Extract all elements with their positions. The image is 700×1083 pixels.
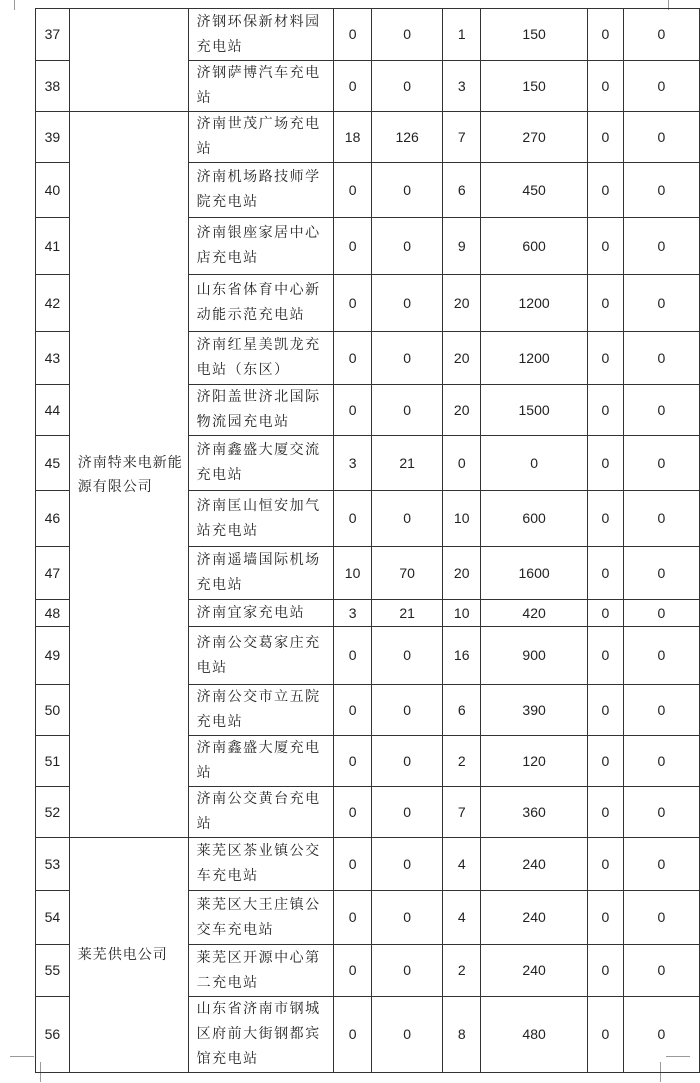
- row-number-cell: 41: [36, 218, 70, 275]
- value-cell-c4: 240: [481, 891, 588, 945]
- station-name-cell: 济南匡山恒安加气站充电站: [188, 491, 334, 547]
- value-cell-c6: 0: [623, 547, 699, 600]
- value-cell-c2: 0: [371, 491, 442, 547]
- value-cell-c3: 16: [443, 627, 481, 685]
- value-cell-c5: 0: [588, 61, 624, 112]
- value-cell-c5: 0: [588, 9, 624, 61]
- value-cell-c6: 0: [623, 436, 699, 491]
- station-name-cell: 山东省济南市钢城区府前大街钢都宾馆充电站: [188, 997, 334, 1073]
- value-cell-c2: 0: [371, 385, 442, 436]
- value-cell-c4: 240: [481, 945, 588, 997]
- value-cell-c3: 0: [443, 436, 481, 491]
- value-cell-c4: 420: [481, 600, 588, 627]
- station-name-cell: 济钢环保新材料园充电站: [188, 9, 334, 61]
- value-cell-c4: 150: [481, 61, 588, 112]
- value-cell-c1: 0: [334, 838, 372, 891]
- value-cell-c2: 0: [371, 838, 442, 891]
- row-number-cell: 53: [36, 838, 70, 891]
- station-name-cell: 莱芜区大王庄镇公交车充电站: [188, 891, 334, 945]
- value-cell-c6: 0: [623, 787, 699, 838]
- value-cell-c2: 0: [371, 61, 442, 112]
- value-cell-c5: 0: [588, 891, 624, 945]
- table-body: [36, 9, 700, 1073]
- value-cell-c3: 7: [443, 787, 481, 838]
- station-name-cell: 济南宜家充电站: [188, 600, 334, 627]
- value-cell-c3: 20: [443, 547, 481, 600]
- value-cell-c6: 0: [623, 112, 699, 163]
- station-name-cell: 济南机场路技师学院充电站: [188, 163, 334, 218]
- value-cell-c1: 0: [334, 163, 372, 218]
- value-cell-c5: 0: [588, 685, 624, 736]
- value-cell-c2: 70: [371, 547, 442, 600]
- value-cell-c5: 0: [588, 600, 624, 627]
- value-cell-c4: 600: [481, 218, 588, 275]
- value-cell-c4: 390: [481, 685, 588, 736]
- row-number-cell: 39: [36, 112, 70, 163]
- value-cell-c5: 0: [588, 997, 624, 1073]
- row-number-cell: 42: [36, 275, 70, 332]
- row-number-cell: 43: [36, 332, 70, 385]
- value-cell-c1: 0: [334, 491, 372, 547]
- value-cell-c2: 0: [371, 163, 442, 218]
- row-number-cell: 54: [36, 891, 70, 945]
- value-cell-c3: 4: [443, 838, 481, 891]
- value-cell-c2: 0: [371, 997, 442, 1073]
- value-cell-c5: 0: [588, 838, 624, 891]
- value-cell-c3: 6: [443, 163, 481, 218]
- station-name-cell: 济南银座家居中心店充电站: [188, 218, 334, 275]
- value-cell-c4: 270: [481, 112, 588, 163]
- value-cell-c6: 0: [623, 332, 699, 385]
- value-cell-c1: 3: [334, 436, 372, 491]
- value-cell-c1: 0: [334, 685, 372, 736]
- value-cell-c6: 0: [623, 997, 699, 1073]
- value-cell-c6: 0: [623, 491, 699, 547]
- value-cell-c2: 0: [371, 9, 442, 61]
- value-cell-c4: 1200: [481, 275, 588, 332]
- value-cell-c3: 8: [443, 997, 481, 1073]
- value-cell-c4: 0: [481, 436, 588, 491]
- row-number-cell: 44: [36, 385, 70, 436]
- value-cell-c4: 1600: [481, 547, 588, 600]
- value-cell-c3: 1: [443, 9, 481, 61]
- value-cell-c6: 0: [623, 945, 699, 997]
- value-cell-c3: 20: [443, 332, 481, 385]
- value-cell-c3: 4: [443, 891, 481, 945]
- value-cell-c2: 0: [371, 332, 442, 385]
- value-cell-c4: 1500: [481, 385, 588, 436]
- value-cell-c1: 0: [334, 997, 372, 1073]
- row-number-cell: 49: [36, 627, 70, 685]
- row-number-cell: 55: [36, 945, 70, 997]
- value-cell-c3: 3: [443, 61, 481, 112]
- value-cell-c3: 6: [443, 685, 481, 736]
- value-cell-c1: 0: [334, 332, 372, 385]
- value-cell-c3: 9: [443, 218, 481, 275]
- station-name-cell: 济钢萨博汽车充电站: [188, 61, 334, 112]
- value-cell-c6: 0: [623, 61, 699, 112]
- value-cell-c5: 0: [588, 436, 624, 491]
- value-cell-c2: 0: [371, 945, 442, 997]
- value-cell-c3: 10: [443, 600, 481, 627]
- value-cell-c6: 0: [623, 275, 699, 332]
- crop-mark-top-left: [14, 0, 15, 10]
- value-cell-c1: 0: [334, 275, 372, 332]
- value-cell-c3: 2: [443, 945, 481, 997]
- value-cell-c2: 0: [371, 736, 442, 787]
- station-name-cell: 济南鑫盛大厦充电站: [188, 736, 334, 787]
- value-cell-c4: 450: [481, 163, 588, 218]
- value-cell-c1: 0: [334, 891, 372, 945]
- value-cell-c4: 360: [481, 787, 588, 838]
- value-cell-c3: 7: [443, 112, 481, 163]
- value-cell-c1: 3: [334, 600, 372, 627]
- value-cell-c5: 0: [588, 627, 624, 685]
- row-number-cell: 56: [36, 997, 70, 1073]
- value-cell-c6: 0: [623, 163, 699, 218]
- value-cell-c5: 0: [588, 787, 624, 838]
- company-cell: 济南特来电新能源有限公司: [69, 112, 188, 838]
- value-cell-c4: 1200: [481, 332, 588, 385]
- value-cell-c2: 21: [371, 600, 442, 627]
- value-cell-c6: 0: [623, 9, 699, 61]
- value-cell-c5: 0: [588, 736, 624, 787]
- value-cell-c2: 0: [371, 787, 442, 838]
- station-name-cell: 济南公交市立五院充电站: [188, 685, 334, 736]
- value-cell-c5: 0: [588, 945, 624, 997]
- value-cell-c5: 0: [588, 275, 624, 332]
- value-cell-c2: 21: [371, 436, 442, 491]
- station-name-cell: 济南世茂广场充电站: [188, 112, 334, 163]
- value-cell-c1: 0: [334, 385, 372, 436]
- value-cell-c4: 150: [481, 9, 588, 61]
- station-name-cell: 莱芜区茶业镇公交车充电站: [188, 838, 334, 891]
- value-cell-c5: 0: [588, 385, 624, 436]
- value-cell-c4: 240: [481, 838, 588, 891]
- value-cell-c3: 20: [443, 275, 481, 332]
- table-row: [36, 838, 700, 891]
- crop-mark-bottom-left-h: [10, 1056, 34, 1057]
- value-cell-c1: 0: [334, 218, 372, 275]
- value-cell-c4: 900: [481, 627, 588, 685]
- row-number-cell: 52: [36, 787, 70, 838]
- value-cell-c3: 2: [443, 736, 481, 787]
- row-number-cell: 38: [36, 61, 70, 112]
- row-number-cell: 47: [36, 547, 70, 600]
- row-number-cell: 48: [36, 600, 70, 627]
- value-cell-c2: 0: [371, 891, 442, 945]
- company-cell: [69, 9, 188, 112]
- value-cell-c2: 0: [371, 627, 442, 685]
- station-name-cell: 济阳盖世济北国际物流园充电站: [188, 385, 334, 436]
- row-number-cell: 37: [36, 9, 70, 61]
- value-cell-c1: 0: [334, 945, 372, 997]
- value-cell-c6: 0: [623, 600, 699, 627]
- value-cell-c3: 10: [443, 491, 481, 547]
- value-cell-c3: 20: [443, 385, 481, 436]
- value-cell-c2: 0: [371, 218, 442, 275]
- value-cell-c4: 480: [481, 997, 588, 1073]
- value-cell-c5: 0: [588, 491, 624, 547]
- station-name-cell: 济南遥墙国际机场充电站: [188, 547, 334, 600]
- value-cell-c1: 0: [334, 627, 372, 685]
- value-cell-c5: 0: [588, 547, 624, 600]
- value-cell-c4: 600: [481, 491, 588, 547]
- value-cell-c1: 10: [334, 547, 372, 600]
- value-cell-c5: 0: [588, 332, 624, 385]
- value-cell-c5: 0: [588, 218, 624, 275]
- station-name-cell: 莱芜区开源中心第二充电站: [188, 945, 334, 997]
- station-name-cell: 济南鑫盛大厦交流充电站: [188, 436, 334, 491]
- table-row: [36, 9, 700, 61]
- row-number-cell: 40: [36, 163, 70, 218]
- value-cell-c6: 0: [623, 685, 699, 736]
- value-cell-c6: 0: [623, 891, 699, 945]
- value-cell-c1: 0: [334, 787, 372, 838]
- value-cell-c4: 120: [481, 736, 588, 787]
- value-cell-c1: 0: [334, 61, 372, 112]
- station-name-cell: 山东省体育中心新动能示范充电站: [188, 275, 334, 332]
- station-name-cell: 济南公交黄台充电站: [188, 787, 334, 838]
- value-cell-c5: 0: [588, 112, 624, 163]
- row-number-cell: 45: [36, 436, 70, 491]
- charging-station-table: [35, 8, 700, 1073]
- value-cell-c6: 0: [623, 838, 699, 891]
- value-cell-c6: 0: [623, 385, 699, 436]
- value-cell-c6: 0: [623, 218, 699, 275]
- value-cell-c1: 0: [334, 9, 372, 61]
- row-number-cell: 46: [36, 491, 70, 547]
- value-cell-c2: 0: [371, 685, 442, 736]
- value-cell-c2: 126: [371, 112, 442, 163]
- value-cell-c1: 18: [334, 112, 372, 163]
- table-row: [36, 112, 700, 163]
- value-cell-c6: 0: [623, 736, 699, 787]
- company-cell: 莱芜供电公司: [69, 838, 188, 1073]
- station-name-cell: 济南红星美凯龙充电站（东区）: [188, 332, 334, 385]
- value-cell-c1: 0: [334, 736, 372, 787]
- station-name-cell: 济南公交葛家庄充电站: [188, 627, 334, 685]
- value-cell-c6: 0: [623, 627, 699, 685]
- value-cell-c2: 0: [371, 275, 442, 332]
- value-cell-c5: 0: [588, 163, 624, 218]
- row-number-cell: 51: [36, 736, 70, 787]
- row-number-cell: 50: [36, 685, 70, 736]
